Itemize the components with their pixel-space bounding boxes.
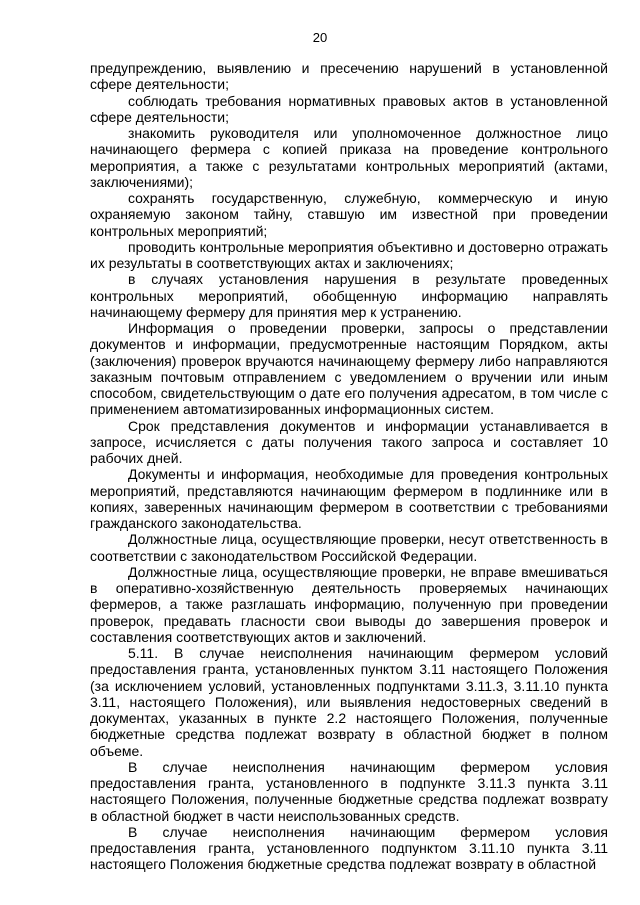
paragraph: Срок представления документов и информации устанавливается в запросе, исчисляется с даты получения такого запроса и составляет 10 рабочих дней.	[90, 417, 608, 466]
document-body	[90, 60, 608, 873]
paragraph: Информация о проведении проверки, запросы о представлении документов и информации, предусмотренные настоящим Порядком, акты (заключения) проверок вручаются начинающему фермеру либо направляются заказным почтовым отправлением с уведомлением о вручении или иным способом, свидетельствующим о дате его получения адресатом, в том числе с применением автоматизированных информационных систем.	[90, 320, 608, 418]
paragraph: Документы и информация, необходимые для проведения контрольных мероприятий, представляются начинающим фермером в подлиннике или в копиях, заверенных начинающим фермером в соответствии с требованиями гражданского законодательства.	[90, 466, 608, 531]
paragraph: предупреждению, выявлению и пресечению нарушений в установленной сфере деятельности;	[90, 60, 608, 93]
paragraph: В случае неисполнения начинающим фермером условия предоставления гранта, установленного в подпункте 3.11.3 пункта 3.11 настоящего Положения, полученные бюджетные средства подлежат возврату в областной бюджет в части неиспользованных средств.	[90, 758, 608, 824]
paragraph: Должностные лица, осуществляющие проверки, несут ответственность в соответствии с законодательством Российской Федерации.	[90, 531, 608, 564]
paragraph: 5.11. В случае неисполнения начинающим фермером условий предоставления гранта, установленных пунктом 3.11 настоящего Положения (за исключением условий, установленных подпунктами 3.11.3, 3.11.10 пункта 3.11, настоящего Положения), или выявления недостоверных сведений в документах, указанных в пункте 2.2 настоящего Положения, полученные бюджетные средства подлежат возврату в областной бюджет в полном объеме.	[90, 645, 608, 759]
paragraph: соблюдать требования нормативных правовых актов в установленной сфере деятельности;	[90, 92, 608, 125]
page-number: 20	[312, 30, 328, 45]
paragraph: в случаях установления нарушения в результате проведенных контрольных мероприятий, обобщенную информацию направлять начинающему фермеру для принятия мер к устранению.	[90, 271, 608, 320]
paragraph: сохранять государственную, служебную, коммерческую и иную охраняемую законом тайну, ставшую им известной при проведении контрольных мероприятий;	[90, 190, 608, 239]
paragraph: Должностные лица, осуществляющие проверки, не вправе вмешиваться в оперативно-хозяйственную деятельность проверяемых начинающих фермеров, а также разглашать информацию, полученную при проведении проверок, предавать гласности свои выводы до завершения проверок и составления соответствующих актов и заключений.	[90, 563, 608, 645]
paragraph: В случае неисполнения начинающим фермером условия предоставления гранта, установленного подпунктом 3.11.10 пункта 3.11 настоящего Положения бюджетные средства подлежат возврату в областной	[90, 823, 608, 873]
paragraph: проводить контрольные мероприятия объективно и достоверно отражать их результаты в соответствующих актах и заключениях;	[90, 238, 608, 271]
paragraph: знакомить руководителя или уполномоченное должностное лицо начинающего фермера с копией приказа на проведение контрольного мероприятия, а также с результатами контрольных мероприятий (актами, заключениями);	[90, 125, 608, 190]
